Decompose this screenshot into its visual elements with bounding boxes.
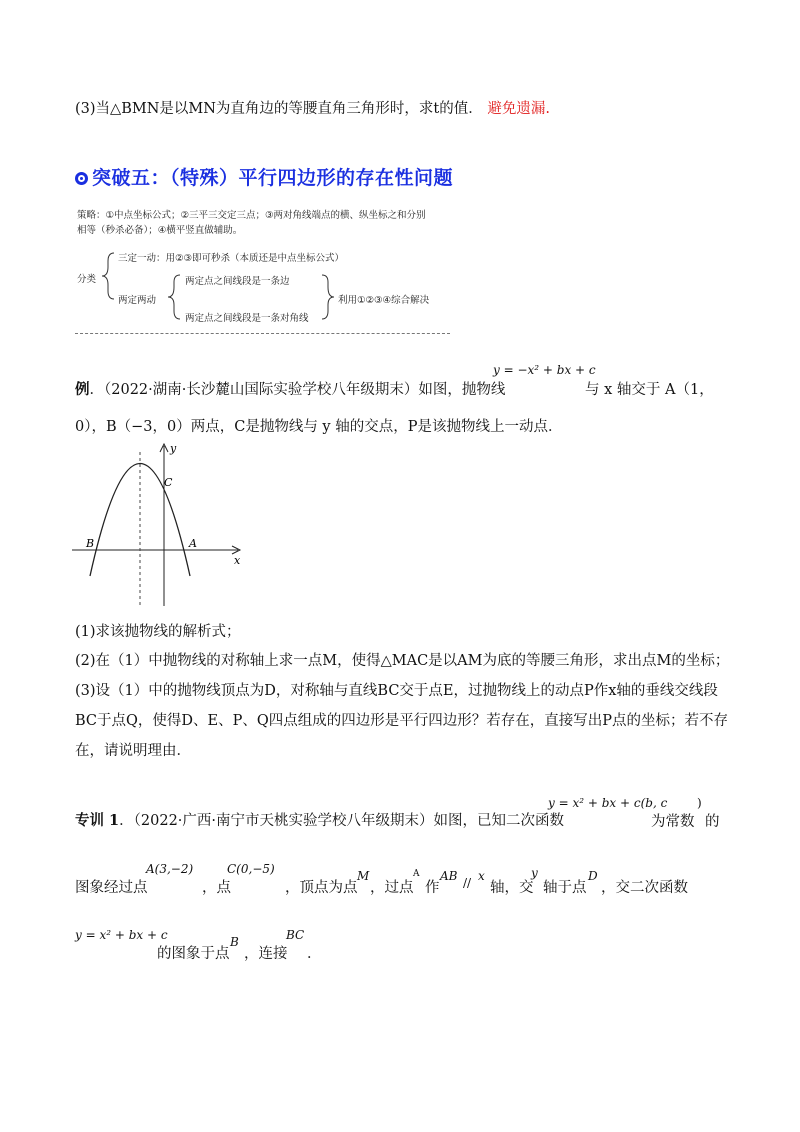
training-text-2b: ，点 — [202, 880, 231, 896]
question-3-line-1: (3)设（1）中的抛物线顶点为D，对称轴与直线BC交于点E，过抛物线上的动点P作x轴的垂线交线段 — [75, 683, 718, 699]
example-text-a: ．（2022·湖南·长沙麓山国际实验学校八年级期末）如图，抛物线 — [89, 382, 506, 398]
case-1: 三定一动：用②③即可秒杀（本质还是中点坐标公式） — [118, 253, 345, 264]
training-line-1 — [75, 809, 564, 830]
M-symbol: M — [357, 869, 370, 883]
training-text-2e: 作 — [425, 880, 440, 896]
B-symbol: B — [230, 935, 239, 949]
label-x: x — [234, 554, 241, 567]
sub-case-1: 两定点之间线段是一条边 — [185, 276, 290, 287]
question-1: (1)求该抛物线的解析式； — [75, 624, 241, 640]
training-text-2f: 轴，交 — [490, 880, 534, 896]
bullseye-icon — [75, 172, 88, 185]
right-brace — [322, 275, 334, 319]
close-paren: ) — [697, 796, 702, 810]
training-text-c: 的 — [705, 814, 720, 830]
question-3-line-2: BC于点Q，使得D、E、P、Q四点组成的四边形是平行四边形？若存在，直接写出P点的坐标；若不存 — [75, 713, 729, 729]
training-formula-2: y = x² + bx + c — [75, 928, 168, 942]
example-line-1 — [75, 378, 505, 399]
training-text-2a: 图象经过点 — [75, 880, 148, 896]
label-y: y — [170, 442, 177, 455]
parabola-graph — [60, 438, 250, 608]
case-2: 两定两动 — [118, 295, 157, 306]
question-2: (2)在（1）中抛物线的对称轴上求一点M，使得△MAC是以AM为底的等腰三角形，求出点M的坐标； — [75, 653, 730, 669]
example-label: 例 — [75, 381, 90, 398]
label-B: B — [86, 537, 95, 550]
training-text-3c: ． — [307, 946, 322, 962]
strategy-line-1: 策略：①中点坐标公式；②三平三交定三点；③两对角线端点的横、纵坐标之和分别 — [77, 210, 426, 221]
training-text-3b: ，连接 — [244, 946, 288, 962]
strategy-line-2: 相等（秒杀必备）；④横平竖直做辅助。 — [77, 225, 243, 236]
classify-label: 分类 — [77, 274, 97, 285]
parallel-symbol: // — [463, 876, 472, 890]
training-text-b: 为常数 — [651, 814, 695, 830]
sub-case-2: 两定点之间线段是一条对角线 — [185, 313, 309, 324]
left-brace — [102, 253, 114, 299]
strategy-braces — [100, 245, 350, 325]
method-text: 利用①②③④综合解决 — [338, 295, 430, 306]
section-heading — [75, 163, 453, 190]
label-C: C — [164, 476, 173, 489]
AB-symbol: AB — [440, 869, 458, 883]
D-symbol: D — [588, 869, 598, 883]
section-title: 突破五：（特殊）平行四边形的存在性问题 — [92, 167, 454, 189]
training-text-2g: 轴于点 — [543, 880, 587, 896]
training-text-2c: ，顶点为点 — [285, 880, 358, 896]
x-symbol: x — [478, 869, 485, 883]
A-symbol: A — [413, 869, 420, 879]
training-label: 专训 1 — [75, 812, 120, 829]
point-C: C(0,−5) — [227, 862, 275, 876]
example-formula: y = −x² + bx + c — [493, 363, 596, 377]
example-line-2: 0），B（−3，0）两点，C是抛物线与 y 轴的交点，P是该抛物线上一动点． — [75, 419, 563, 435]
training-text-2h: ，交二次函数 — [601, 880, 688, 896]
y-symbol: y — [531, 866, 538, 880]
red-note: 避免遗漏. — [487, 101, 550, 117]
training-text-3a: 的图象于点 — [157, 946, 230, 962]
question-3-line-3: 在，请说明理由． — [75, 743, 191, 759]
example-text-b: 与 x 轴交于 A（1， — [585, 382, 714, 398]
dashed-divider — [75, 333, 450, 334]
label-A: A — [189, 537, 197, 550]
point-A: A(3,−2) — [146, 862, 194, 876]
question-3-line — [75, 97, 550, 118]
middle-brace — [168, 275, 180, 319]
question-3-text: (3)当△BMN是以MN为直角边的等腰直角三角形时，求t的值． — [75, 101, 483, 117]
training-text-a: ．（2022·广西·南宁市天桃实验学校八年级期末）如图，已知二次函数 — [119, 813, 565, 829]
training-text-2d: ，过点 — [370, 880, 414, 896]
training-formula-1: y = x² + bx + c(b, c — [548, 796, 668, 810]
BC-symbol: BC — [286, 928, 305, 942]
